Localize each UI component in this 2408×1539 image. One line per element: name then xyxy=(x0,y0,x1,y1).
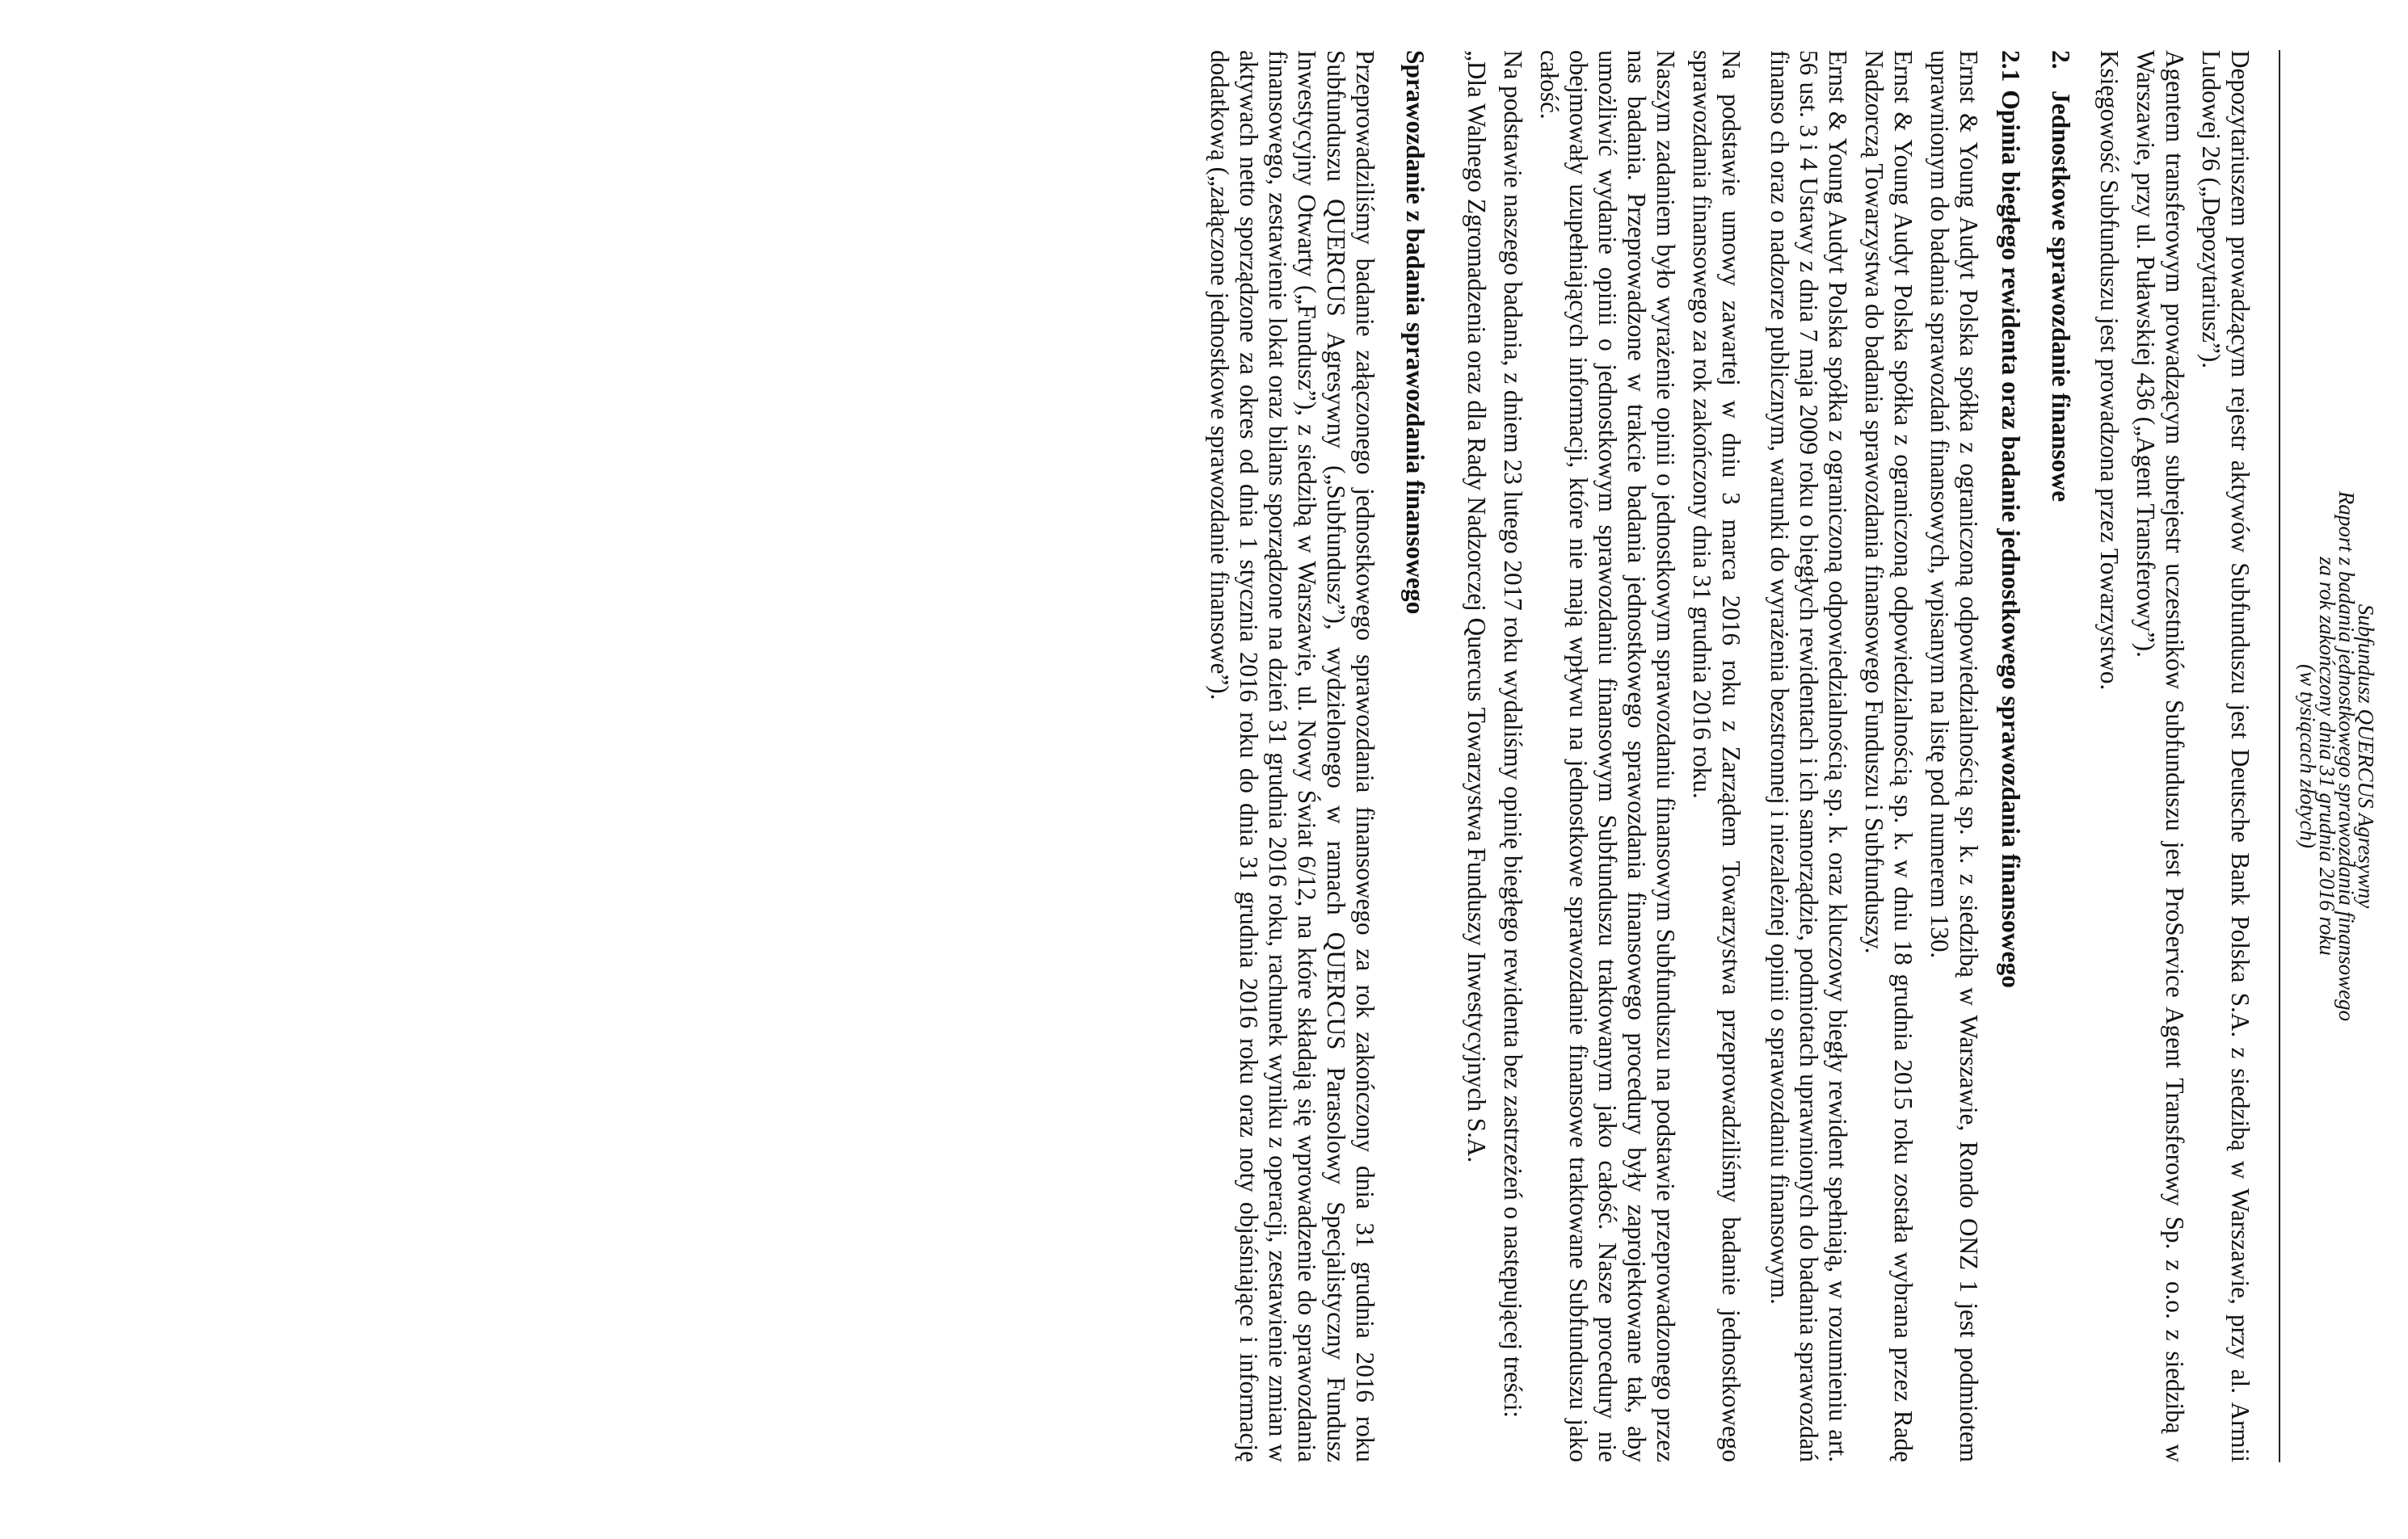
section-2-1-number: 2.1 xyxy=(1997,50,2025,82)
page-header xyxy=(2298,50,2376,1462)
section-2-1-title: Opinia biegłego rewidenta oraz badanie jednostkowego sprawozdania finansowego xyxy=(1997,90,2025,988)
report-heading: Sprawozdanie z badania sprawozdania finansowego xyxy=(1401,50,1429,615)
section-2-number: 2. xyxy=(2047,50,2075,69)
paragraph-opinion-issued: Na podstawie naszego badania, z dniem 23 lutego 2017 roku wydaliśmy opinię biegłego rewidenta bez zastrzeżeń o następującej treści: xyxy=(1499,50,1527,1419)
header-fund-name: Subfundusz QUERCUS Agresywny xyxy=(2354,603,2378,909)
paragraph-audit-objective: Naszym zadaniem było wyrażenie opinii o jednostkowym sprawozdaniu finansowym Subfunduszu na podstawie przeprowadzonego przez nas badania. Przeprowadzone w trakcie badania jednostkowego sprawozdania finansowego procedury były zaprojektowane tak, aby umożliwić wydanie opinii o jednostkowym sprawozdaniu finansowym Subfunduszu traktowanym jako całość. Nasze procedury nie obejmowały uzupełniających informacji, które nie mają wpływu na jednostkowe sprawozdanie finansowe traktowane Subfunduszu jako całość. xyxy=(1535,50,1680,1462)
paragraph-ksiegowosc: Księgowość Subfunduszu jest prowadzona przez Towarzystwo. xyxy=(2095,50,2124,691)
paragraph-depozytariusz: Depozytariuszem prowadzącym rejestr aktywów Subfunduszu jest Deutsche Bank Polska S.A. z siedzibą w Warszawie, przy al. Armii Ludowej 26 („Depozytariusz”). xyxy=(2197,50,2254,1462)
header-divider xyxy=(2279,50,2280,1462)
section-2-1-heading xyxy=(1996,50,2025,1462)
paragraph-auditor-independence: Ernst & Young Audyt Polska spółka z ograniczoną odpowiedzialnością sp. k. oraz kluczowy biegły rewident spełniają, w rozumieniu art. 56 ust. 3 i 4 Ustawy z dnia 7 maja 2009 roku o biegłych rewidentach i ich samorządzie, podmiotach uprawnionych do badania sprawozdań finanso ch oraz o nadzorze publicznym, warunki do wyrażenia bezstronnej i niezależnej opinii o sprawozdaniu finansowym. xyxy=(1766,50,1852,1462)
paragraph-auditor-entity: Ernst & Young Audyt Polska spółka z ograniczoną odpowiedzialnością sp. k. z siedzibą w Warszawie, Rondo ONZ 1 jest podmiotem uprawnionym do badania sprawozdań finansowych, wpisanym na listę pod numerem 130. xyxy=(1926,50,1983,1462)
section-2-heading xyxy=(2046,50,2075,1462)
opinion-addressee: „Dla Walnego Zgromadzenia oraz dla Rady Nadzorczej Quercus Towarzystwa Funduszy Inwestycyjnych S.A. xyxy=(1463,50,1491,1163)
header-report-title: Raport z badania jednostkowego sprawozdania finansowego xyxy=(2334,490,2359,1022)
paragraph-audit-agreement: Na podstawie umowy zawartej w dniu 3 marca 2016 roku z Zarządem Towarzystwa przeprowadziliśmy badanie jednostkowego sprawozdania finansowego za rok zakończony dnia 31 grudnia 2016 roku. xyxy=(1688,50,1745,1462)
paragraph-auditor-selection: Ernst & Young Audyt Polska spółka z ograniczoną odpowiedzialnością sp. k. w dniu 18 grudnia 2015 roku została wybrana przez Radę Nadzorczą Towarzystwa do badania sprawozdania finansowego Funduszu i Subfunduszy. xyxy=(1860,50,1918,1462)
section-2-title: Jednostkowe sprawozdanie finansowe xyxy=(2047,90,2075,502)
header-units: (w tysiącach złotych) xyxy=(2296,664,2320,848)
paragraph-report-scope: Przeprowadziliśmy badanie załączonego jednostkowego sprawozdania finansowego za rok zakończony dnia 31 grudnia 2016 roku Subfunduszu QUERCUS Agresywny („Subfundusz”), wydzielonego w ramach QUERCUS Parasolowy Specjalistyczny Fundusz Inwestycyjny Otwarty („Fundusz”), z siedzibą w Warszawie, ul. Nowy Świat 6/12, na które składają się wprowadzenie do sprawozdania finansowego, zestawienie lokat oraz bilans sporządzone na dzień 31 grudnia 2016 roku, rachunek wyniku z operacji, zestawienie zmian w aktywach netto sporządzone za okres od dnia 1 stycznia 2016 roku do dnia 31 grudnia 2016 roku oraz noty objaśniające i informację dodatkową („załączone jednostkowe sprawozdanie finansowe”). xyxy=(1206,50,1379,1462)
document-body xyxy=(1205,50,2254,1462)
paragraph-agent-transferowy: Agentem transferowym prowadzącym subrejestr uczestników Subfunduszu jest ProService Agent Transferowy Sp. z o.o. z siedzibą w Warszawie, przy ul. Puławskiej 436 („Agent Transferowy”). xyxy=(2132,50,2189,1462)
header-period: za rok zakończony dnia 31 grudnia 2016 roku xyxy=(2315,557,2339,956)
